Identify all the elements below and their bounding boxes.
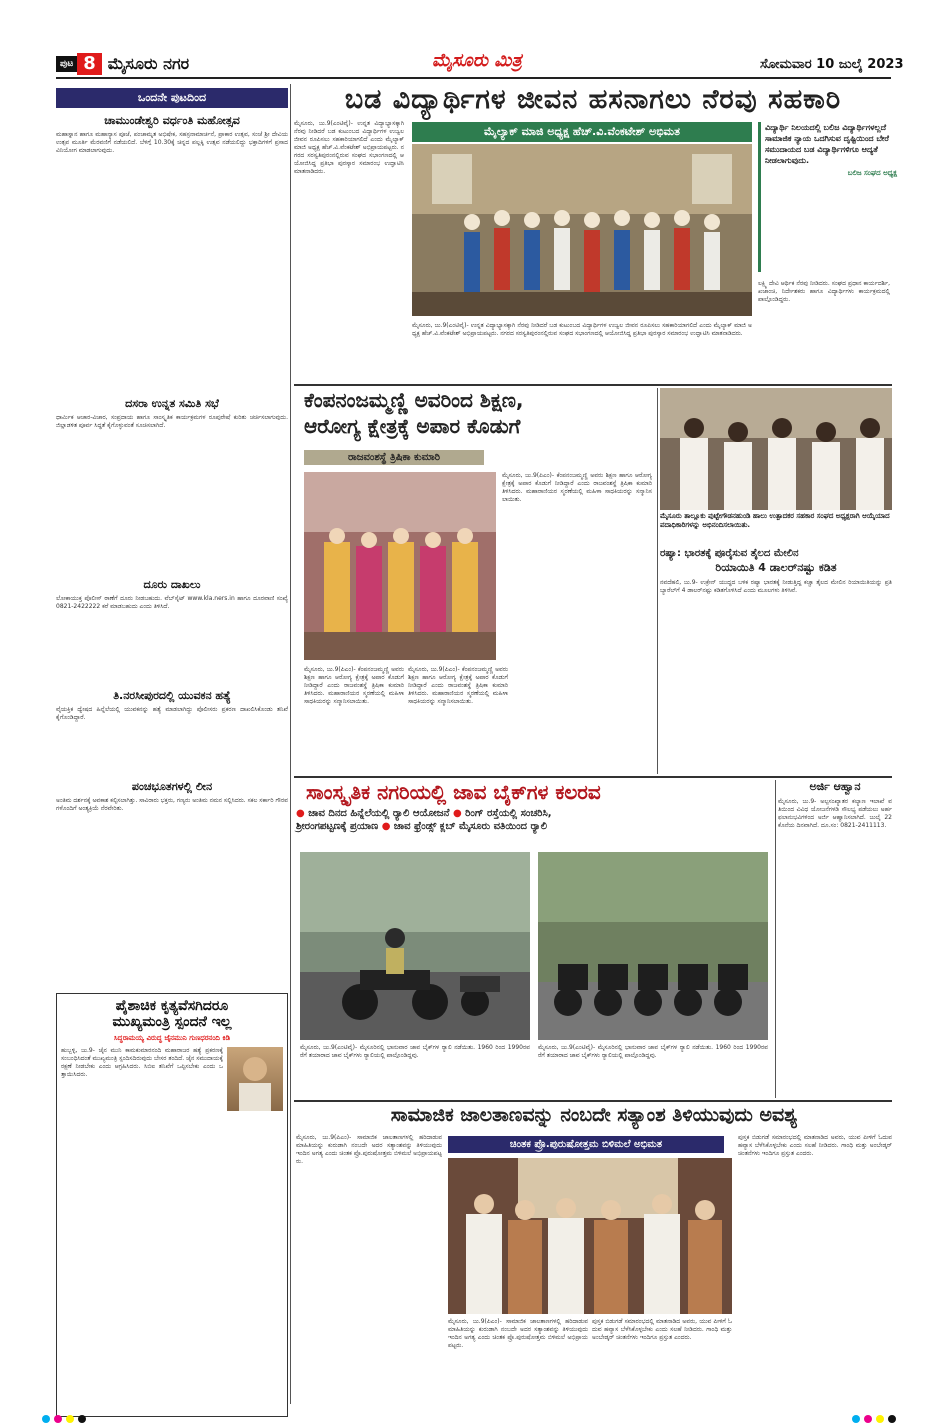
story-strap: ಚಿಂತಕ ಪ್ರೊ.ಪುರುಷೋತ್ತಮ ಬಿಳಿಮಲೆ ಅಭಿಮತ [448, 1136, 724, 1153]
section-divider [294, 384, 892, 386]
page-label: ಪುಟ [56, 56, 77, 72]
story-body: ಮೈಸೂರು, ಜು.9(ಎಂಟಿವೈ)- ಮೈಸೂರಿನಲ್ಲಿ ಭಾನುವಾರ ಜಾವ ಬೈಕ್‌ಗಳ ರ್‍ಯಾಲಿ ನಡೆಯಿತು. 1960 ರಿಂದ 1990ರವರೆಗೆ ತಯಾರಾದ ಜಾವ ಬೈಕ್‌ಗಳು ರ್‍ಯಾಲಿಯಲ್ಲಿ ಪಾಲ್ಗೊಂಡಿದ್ದವು. [538, 1044, 768, 1059]
story-body: ಮೈಸೂರು, ಜು.9(ಎಂಟಿವೈ)- ಉನ್ನತ ವಿದ್ಯಾಭ್ಯಾಸಕ್ಕಾಗಿ ನೆರವು ನೀಡಿದರೆ ಬಡ ಕುಟುಂಬದ ವಿದ್ಯಾರ್ಥಿಗಳ ಉಜ್ವಲ ಜೀವನ ರೂಪಿಸಲು ಸಹಕಾರಿಯಾಗಲಿದೆ ಎಂದು ಮೈಲ್ಯಾಕ್ ಮಾಜಿ ಅಧ್ಯಕ್ಷ ಹೆಚ್.ವಿ.ವೆಂಕಟೇಶ್ ಅಭಿಪ್ರಾಯಪಟ್ಟರು. ನಗರದ ಸರಸ್ವತಿಪುರಂನಲ್ಲಿರುವ ಸಂಘದ ಸಭಾಂಗಣದಲ್ಲಿ ಆಯೋಜಿಸಿದ್ದ ಪ್ರತಿಭಾ ಪುರಸ್ಕಾರ ಸಮಾರಂಭ ಉದ್ಘಾಟಿಸಿ ಮಾತನಾಡಿದರು. [412, 322, 752, 337]
column-divider [775, 780, 776, 1098]
story-headline: ಕೆಂಪನಂಜಮ್ಮಣ್ಣಿ ಅವರಿಂದ ಶಿಕ್ಷಣ, [304, 388, 524, 412]
story-body: ಹುಬ್ಬಳ್ಳಿ, ಜು.9- ಜೈನ ಮುನಿ ಕಾಮಕುಮಾರನಂದಿ ಮಹಾರಾಜರ ಹತ್ಯೆ ಪ್ರಕರಣಕ್ಕೆ ಸಂಬಂಧಿಸಿದಂತೆ ಮುಖ್ಯಮಂತ್ರಿ ಸ್ಪಂದಿಸದಿರುವುದು ಬೇಸರ ತಂದಿದೆ. ಜೈನ ಸಮುದಾಯಕ್ಕೆ ರಕ್ಷಣೆ ನೀಡಬೇಕು ಎಂದು ಆಗ್ರಹಿಸಿದರು. ಸಿಬಿಐ ತನಿಖೆಗೆ ಒಪ್ಪಿಸಬೇಕು ಎಂದು ಒತ್ತಾಯಿಸಿದರು. [61, 1047, 223, 1078]
bike-rally-photo [300, 852, 530, 1040]
story-title: ದಸರಾ ಉನ್ನತ ಸಮಿತಿ ಸಭೆ [125, 397, 219, 410]
quote-box [758, 122, 897, 272]
story-headline: ರಿಯಾಯಿತಿ 4 ಡಾಲರ್‌ನಷ್ಟು ಕಡಿತ [715, 561, 837, 574]
story-body: ಮೈಸೂರು, ಜು.9(ಎಂಟಿವೈ)- ಉನ್ನತ ವಿದ್ಯಾಭ್ಯಾಸಕ್ಕಾಗಿ ನೆರವು ನೀಡಿದರೆ ಬಡ ಕುಟುಂಬದ ವಿದ್ಯಾರ್ಥಿಗಳ ಉಜ್ವಲ ಜೀವನ ರೂಪಿಸಲು ಸಹಕಾರಿಯಾಗಲಿದೆ ಎಂದು ಮೈಲ್ಯಾಕ್ ಮಾಜಿ ಅಧ್ಯಕ್ಷ ಹೆಚ್.ವಿ.ವೆಂಕಟೇಶ್ ಅಭಿಪ್ರಾಯಪಟ್ಟರು. ನಗರದ ಸರಸ್ವತಿಪುರಂನಲ್ಲಿರುವ ಸಂಘದ ಸಭಾಂಗಣದಲ್ಲಿ ಆಯೋಜಿಸಿದ್ದ ಪ್ರತಿಭಾ ಪುರಸ್ಕಾರ ಸಮಾರಂಭ ಉದ್ಘಾಟಿಸಿ ಮಾತನಾಡಿದರು. [294, 120, 404, 175]
bullet-icon: ● [296, 808, 305, 819]
story-subhead: ರಿಂಗ್ ರಸ್ತೆಯಲ್ಲಿ ಸಂಚರಿಸಿ, [465, 808, 552, 819]
top-story [294, 84, 897, 384]
page-badge [56, 53, 190, 75]
story-headline: ಮುಖ್ಯಮಂತ್ರಿ ಸ್ಪಂದನೆ ಇಲ್ಲ [112, 1014, 232, 1030]
bullet-icon: ● [381, 821, 391, 832]
story-subhead: ಜಾವ ದಿನದ ಹಿನ್ನೆಲೆಯಲ್ಲಿ ರ್‍ಯಾಲಿ ಆಯೋಜನೆ [308, 808, 450, 819]
story-headline: ಆರೋಗ್ಯ ಕ್ಷೇತ್ರಕ್ಕೆ ಅಪಾರ ಕೊಡುಗೆ [304, 414, 521, 438]
story-body: ನವದೆಹಲಿ, ಜು.9- ಉಕ್ರೇನ್ ಯುದ್ಧದ ಬಳಿಕ ರಷ್ಯಾ ಭಾರತಕ್ಕೆ ನೀಡುತ್ತಿದ್ದ ಕಚ್ಚಾ ತೈಲದ ಮೇಲಿನ ರಿಯಾಯಿತಿಯನ್ನು ಪ್ರತಿ ಬ್ಯಾರೆಲ್‌ಗೆ 4 ಡಾಲರ್‌ನಷ್ಟು ಕಡಿತಗೊಳಿಸಿದೆ ಎಂದು ಮೂಲಗಳು ತಿಳಿಸಿವೆ. [660, 579, 892, 594]
section-title: ಮೈಸೂರು ನಗರ [107, 54, 190, 73]
story-body: ಮೈಸೂರು, ಜು.9(ಪಿಎಂ)- ಸಾಮಾಜಿಕ ಜಾಲತಾಣಗಳಲ್ಲಿ ಹರಿದಾಡುವ ಮಾಹಿತಿಯನ್ನು ಕುರುಡಾಗಿ ನಂಬದೇ ಅದರ ಸತ್ಯಾಂಶವನ್ನು ತಿಳಿಯುವುದು ಇಂದಿನ ಅಗತ್ಯ ಎಂದು ಚಿಂತಕ ಪ್ರೊ.ಪುರುಷೋತ್ತಮ ಬಿಳಿಮಲೆ ಅಭಿಪ್ರಾಯಪಟ್ಟರು. [448, 1318, 588, 1349]
book-release-photo [448, 1158, 732, 1314]
story-appeal [778, 780, 892, 1100]
monk-photo [227, 1047, 283, 1111]
story-body: ಪುಸ್ತಕ ಬಿಡುಗಡೆ ಸಮಾರಂಭದಲ್ಲಿ ಮಾತನಾಡಿದ ಅವರು, ಯುವ ಪೀಳಿಗೆ ಓದುವ ಹವ್ಯಾಸ ಬೆಳೆಸಿಕೊಳ್ಳಬೇಕು ಎಂದು ಸಲಹೆ ನೀಡಿದರು. ಗಾಂಧಿ ಮತ್ತು ಅಂಬೇಡ್ಕರ್ ಚಿಂತನೆಗಳು ಇಂದಿಗೂ ಪ್ರಸ್ತುತ ಎಂದರು. [738, 1134, 892, 1157]
story-body: ಲೋಕಾಯುಕ್ತ ಪೊಲೀಸ್ ಠಾಣೆಗೆ ದೂರು ನೀಡಬಹುದು. ವೆಬ್‌ಸೈಟ್ www.kla.ners.in ಹಾಗೂ ದೂರವಾಣಿ ಸಂಖ್ಯೆ 0821-2422222 ಕರೆ ಮಾಡಬಹುದು ಎಂದು ತಿಳಿಸಿದೆ. [56, 595, 288, 610]
photo-caption: ಮೈಸೂರು ತಾಲ್ಲೂಕು ಪುಟ್ಟೇಗೌಡನಹುಂಡಿ ಹಾಲು ಉತ್ಪಾದಕರ ಸಹಕಾರ ಸಂಘದ ಅಧ್ಯಕ್ಷರಾಗಿ ಆಯ್ಕೆಯಾದ ಪದಾಧಿಕಾರಿಗಳನ್ನು ಅಭಿನಂದಿಸಲಾಯಿತು. [660, 512, 890, 529]
quote-text: ವಿದ್ಯಾರ್ಥಿ ನಿಲಯದಲ್ಲಿ ಬಲಿಜ ವಿದ್ಯಾರ್ಥಿಗಳಲ್ಲದೆ ಸಾಮಾಜಿಕ ನ್ಯಾಯ ಒದಗಿಸುವ ದೃಷ್ಟಿಯಿಂದ ಬೇರೆ ಸಮುದಾಯದ ಬಡ ವಿದ್ಯಾರ್ಥಿಗಳಿಗೂ ಆದ್ಯತೆ ನೀಡಲಾಗುವುದು. [765, 123, 889, 165]
story-kempananjamma [296, 388, 656, 774]
story-body: ವೈಯಕ್ತಿಕ ದ್ವೇಷದ ಹಿನ್ನೆಲೆಯಲ್ಲಿ ಯುವಕನನ್ನು ಹತ್ಯೆ ಮಾಡಲಾಗಿದ್ದು ಪೊಲೀಸರು ಪ್ರಕರಣ ದಾಖಲಿಸಿಕೊಂಡು ತನಿಖೆ ಕೈಗೊಂಡಿದ್ದಾರೆ. [56, 706, 288, 721]
story-body: ಮೈಸೂರು, ಜು.9- ಅಲ್ಪಸಂಖ್ಯಾತರ ಕಲ್ಯಾಣ ಇಲಾಖೆ ವತಿಯಿಂದ ವಿವಿಧ ಯೋಜನೆಗಳಡಿ ಸೌಲಭ್ಯ ಪಡೆಯಲು ಅರ್ಹ ಫಲಾನುಭವಿಗಳಿಂದ ಅರ್ಜಿ ಆಹ್ವಾನಿಸಲಾಗಿದೆ. ಜುಲೈ 22 ಕೊನೆಯ ದಿನವಾಗಿದೆ. ದೂ.ಸಂ: 0821-2411113. [778, 798, 892, 829]
story-strap: ರಾಜವಂಶಸ್ಥೆ ತ್ರಿಷಿಕಾ ಕುಮಾರಿ [304, 450, 484, 465]
registration-marks [40, 1408, 88, 1427]
masthead-rule [56, 77, 891, 79]
story-body: ಧಾರ್ಮಿಕ ಆಚಾರ-ವಿಚಾರ, ಸಂಪ್ರದಾಯ ಹಾಗೂ ಸಾಂಸ್ಕೃತಿಕ ಕಾರ್ಯಕ್ರಮಗಳ ರೂಪುರೇಷೆ ಕುರಿತು ಚರ್ಚಿಸಲಾಗುವುದು. ಜಿಲ್ಲಾಡಳಿತ ಪೂರ್ವ ಸಿದ್ಧತೆ ಕೈಗೊಳ್ಳುವಂತೆ ಸೂಚಿಸಲಾಗಿದೆ. [56, 414, 288, 429]
story-headline: ಸಾಮಾಜಿಕ ಜಾಲತಾಣವನ್ನು ನಂಬದೇ ಸತ್ಯಾಂಶ ತಿಳಿಯುವುದು ಅವಶ್ಯ [390, 1104, 798, 1126]
story-body: ಮೈಸೂರು, ಜು.9(ಪಿಎಂ)- ಕೆಂಪನಂಜಮ್ಮಣ್ಣಿ ಅವರು ಶಿಕ್ಷಣ ಹಾಗೂ ಆರೋಗ್ಯ ಕ್ಷೇತ್ರಕ್ಕೆ ಅಪಾರ ಕೊಡುಗೆ ನೀಡಿದ್ದಾರೆ ಎಂದು ರಾಜವಂಶಸ್ಥೆ ತ್ರಿಷಿಕಾ ಕುಮಾರಿ ತಿಳಿಸಿದರು. ಮಹಾರಾಣಿಯರ ಸ್ಮರಣೆಯಲ್ಲಿ ಮಹಿಳಾ ಸಾಧಕಿಯರನ್ನು ಸನ್ಮಾನಿಸಲಾಯಿತು. [502, 472, 652, 503]
group-photo [412, 144, 752, 316]
column-header: ಒಂದನೇ ಪುಟದಿಂದ [56, 88, 288, 108]
quote-attribution: ಬಲಿಜ ಸಂಘದ ಅಧ್ಯಕ್ಷ [847, 169, 897, 177]
dairy-society-photo [660, 388, 892, 510]
page-number: 8 [77, 53, 102, 75]
top-headline: ಬಡ ವಿದ್ಯಾರ್ಥಿಗಳ ಜೀವನ ಹಸನಾಗಲು ನೆರವು ಸಹಕಾರಿ [344, 84, 842, 115]
story-kicker: ಸಿದ್ಧರಾಮಯ್ಯ ವಿರುದ್ಧ ಜೈನಮುನಿ ಗುಣಧರನಂದಿ ಕಿಡಿ [113, 1034, 231, 1042]
story-body: ಮೈಸೂರು, ಜು.9(ಪಿಎಂ)- ಸಾಮಾಜಿಕ ಜಾಲತಾಣಗಳಲ್ಲಿ ಹರಿದಾಡುವ ಮಾಹಿತಿಯನ್ನು ಕುರುಡಾಗಿ ನಂಬದೇ ಅದರ ಸತ್ಯಾಂಶವನ್ನು ತಿಳಿಯುವುದು ಇಂದಿನ ಅಗತ್ಯ ಎಂದು ಚಿಂತಕ ಪ್ರೊ.ಪುರುಷೋತ್ತಮ ಬಿಳಿಮಲೆ ಅಭಿಪ್ರಾಯಪಟ್ಟರು. [296, 1134, 442, 1165]
story-body: ಅಂತಿಮ ದರ್ಶನಕ್ಕೆ ಅವಕಾಶ ಕಲ್ಪಿಸಲಾಗಿತ್ತು. ಸಾವಿರಾರು ಭಕ್ತರು, ಗಣ್ಯರು ಅಂತಿಮ ನಮನ ಸಲ್ಲಿಸಿದರು. ಸಕಲ ಸರ್ಕಾರಿ ಗೌರವಗಳೊಂದಿಗೆ ಅಂತ್ಯಕ್ರಿಯೆ ನೆರವೇರಿತು. [56, 797, 288, 812]
story-subhead: ಜಾವ ಫ್ರೆಂಡ್ಸ್ ಕ್ಲಬ್ ಮೈಸೂರು ವತಿಯಿಂದ ರ್‍ಯಾಲಿ [393, 821, 548, 832]
bullet-icon: ● [452, 808, 462, 819]
story-strap: ಮೈಲ್ಯಾಕ್ ಮಾಜಿ ಅಧ್ಯಕ್ಷ ಹೆಚ್.ವಿ.ವೆಂಕಟೇಶ್ ಅಭಿಮತ [412, 122, 752, 142]
story-body: ಮೈಸೂರು, ಜು.9(ಪಿಎಂ)- ಕೆಂಪನಂಜಮ್ಮಣ್ಣಿ ಅವರು ಶಿಕ್ಷಣ ಹಾಗೂ ಆರೋಗ್ಯ ಕ್ಷೇತ್ರಕ್ಕೆ ಅಪಾರ ಕೊಡುಗೆ ನೀಡಿದ್ದಾರೆ ಎಂದು ರಾಜವಂಶಸ್ಥೆ ತ್ರಿಷಿಕಾ ಕುಮಾರಿ ತಿಳಿಸಿದರು. ಮಹಾರಾಣಿಯರ ಸ್ಮರಣೆಯಲ್ಲಿ ಮಹಿಳಾ ಸಾಧಕಿಯರನ್ನು ಸನ್ಮಾನಿಸಲಾಯಿತು. [408, 666, 508, 705]
story-title: ಚಾಮುಂಡೇಶ್ವರಿ ವರ್ಧಂತಿ ಮಹೋತ್ಸವ [104, 114, 240, 127]
newspaper-logo: ಮೈಸೂರು ಮಿತ್ರ [432, 50, 522, 71]
story-body: ಪುಸ್ತಕ ಬಿಡುಗಡೆ ಸಮಾರಂಭದಲ್ಲಿ ಮಾತನಾಡಿದ ಅವರು, ಯುವ ಪೀಳಿಗೆ ಓದುವ ಹವ್ಯಾಸ ಬೆಳೆಸಿಕೊಳ್ಳಬೇಕು ಎಂದು ಸಲಹೆ ನೀಡಿದರು. ಗಾಂಧಿ ಮತ್ತು ಅಂಬೇಡ್ಕರ್ ಚಿಂತನೆಗಳು ಇಂದಿಗೂ ಪ್ರಸ್ತುತ ಎಂದರು. [592, 1318, 732, 1341]
story-title: ದೂರು ದಾಖಲು [143, 578, 201, 591]
left-column [56, 88, 288, 1414]
story-subhead: ಶ್ರೀರಂಗಪಟ್ಟಣಕ್ಕೆ ಪ್ರಯಾಣ [296, 821, 379, 832]
story-body: ಮೈಸೂರು, ಜು.9(ಎಂಟಿವೈ)- ಮೈಸೂರಿನಲ್ಲಿ ಭಾನುವಾರ ಜಾವ ಬೈಕ್‌ಗಳ ರ್‍ಯಾಲಿ ನಡೆಯಿತು. 1960 ರಿಂದ 1990ರವರೆಗೆ ತಯಾರಾದ ಜಾವ ಬೈಕ್‌ಗಳು ರ್‍ಯಾಲಿಯಲ್ಲಿ ಪಾಲ್ಗೊಂಡಿದ್ದವು. [300, 1044, 530, 1059]
story-bikes [296, 780, 772, 1100]
honourees-photo [304, 472, 496, 660]
story-body: ಮಹಾಸ್ನಾನ ಹಾಗೂ ಮಹಾನ್ಯಾಸ ಪೂಜೆ, ಪಂಚಾಮೃತ ಅಭಿಷೇಕ, ಸಹಸ್ರನಾಮಾರ್ಚನೆ, ಪ್ರಾಕಾರ ಉತ್ಸವ, ಸಂಜೆ ಶ್ರೀ ದೇವಿಯ ಉತ್ಸವ ಮೂರ್ತಿ ಮೆರವಣಿಗೆ ನಡೆಯಲಿದೆ. ಬೆಳಿಗ್ಗೆ 10.30ಕ್ಕೆ ಚಿನ್ನದ ಪಲ್ಲಕ್ಕಿ ಉತ್ಸವ ನಡೆಯಲಿದ್ದು ಭಕ್ತಾದಿಗಳಿಗೆ ಪ್ರಸಾದ ವಿನಿಯೋಗ ಮಾಡಲಾಗುವುದು. [56, 131, 288, 154]
story-headline: ಪೈಶಾಚಿಕ ಕೃತ್ಯವೆಸಗಿದರೂ [115, 998, 229, 1014]
story-title: ತಿ.ನರಸೀಪುರದಲ್ಲಿ ಯುವಕನ ಹತ್ಯೆ [113, 689, 231, 702]
story-body: ಲಕ್ಷ್ಮಿ ದೇವಿ ಆರ್ಥಿಕ ನೆರವು ನೀಡಿದರು. ಸಂಘದ ಪ್ರಧಾನ ಕಾರ್ಯದರ್ಶಿ, ಖಜಾಂಚಿ, ನಿರ್ದೇಶಕರು ಹಾಗೂ ವಿದ್ಯಾರ್ಥಿಗಳು ಕಾರ್ಯಕ್ರಮದಲ್ಲಿ ಪಾಲ್ಗೊಂಡಿದ್ದರು. [758, 280, 890, 303]
story-headline: ಸಾಂಸ್ಕೃತಿಕ ನಗರಿಯಲ್ಲಿ ಜಾವ ಬೈಕ್‌ಗಳ ಕಲರವ [306, 780, 601, 804]
registration-marks [850, 1408, 898, 1427]
parked-bikes-photo [538, 852, 768, 1040]
story-title: ಅರ್ಜಿ ಆಹ್ವಾನ [809, 780, 861, 793]
column-divider [657, 388, 658, 774]
column-divider [290, 84, 291, 1404]
section-divider [294, 1100, 892, 1102]
section-divider [294, 776, 892, 778]
story-headline: ರಷ್ಯಾ: ಭಾರತಕ್ಕೆ ಪೂರೈಸುವ ತೈಲದ ಮೇಲಿನ [660, 548, 799, 559]
story-oil [660, 548, 892, 776]
bottom-story-box [56, 993, 288, 1417]
story-social [296, 1104, 892, 1404]
dateline: ಸೋಮವಾರ 10 ಜುಲೈ 2023 [760, 57, 904, 72]
story-body: ಮೈಸೂರು, ಜು.9(ಪಿಎಂ)- ಕೆಂಪನಂಜಮ್ಮಣ್ಣಿ ಅವರು ಶಿಕ್ಷಣ ಹಾಗೂ ಆರೋಗ್ಯ ಕ್ಷೇತ್ರಕ್ಕೆ ಅಪಾರ ಕೊಡುಗೆ ನೀಡಿದ್ದಾರೆ ಎಂದು ರಾಜವಂಶಸ್ಥೆ ತ್ರಿಷಿಕಾ ಕುಮಾರಿ ತಿಳಿಸಿದರು. ಮಹಾರಾಣಿಯರ ಸ್ಮರಣೆಯಲ್ಲಿ ಮಹಿಳಾ ಸಾಧಕಿಯರನ್ನು ಸನ್ಮಾನಿಸಲಾಯಿತು. [304, 666, 404, 705]
story-title: ಪಂಚಭೂತಗಳಲ್ಲಿ ಲೀನ [131, 780, 213, 793]
